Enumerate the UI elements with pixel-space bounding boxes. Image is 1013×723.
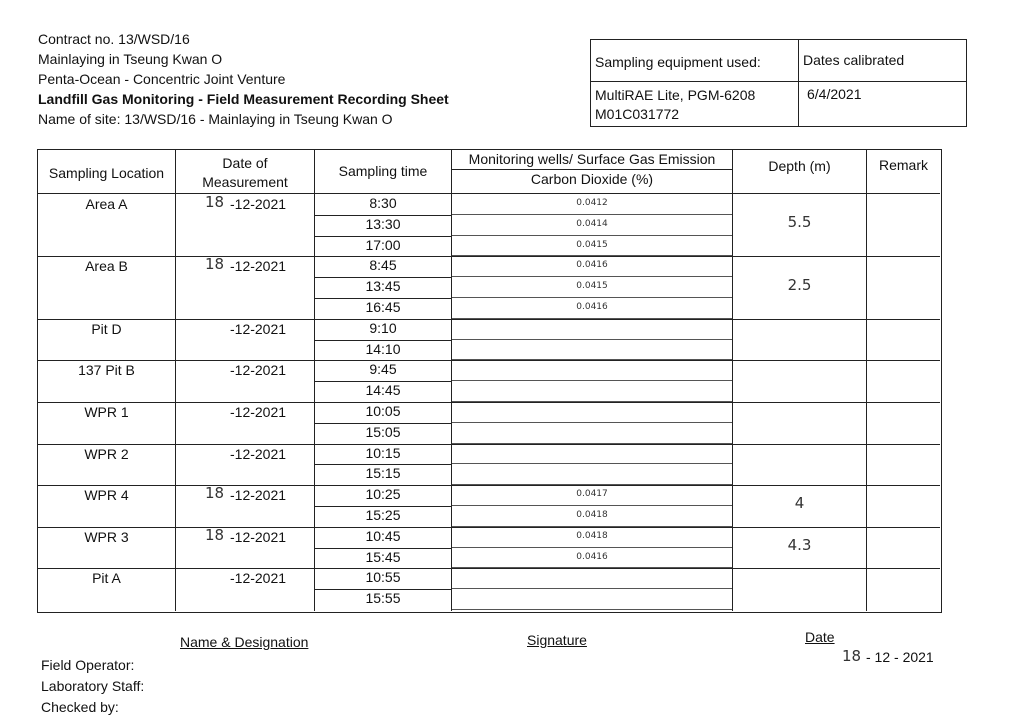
co2-reading: 0.0418 (576, 510, 608, 520)
footer-date-value: - 12 - 2021 (866, 649, 934, 665)
document-header (38, 29, 449, 129)
date-of-measurement: -12-2021 (230, 362, 287, 379)
date-of-measurement: -12-2021 (230, 196, 287, 212)
sampling-time: 10:05 (365, 403, 401, 419)
calibrated-date: 6/4/2021 (807, 86, 862, 102)
sampling-location: Area A (85, 196, 128, 212)
sampling-location: WPR 4 (84, 487, 129, 504)
header-co2-line1: Monitoring wells/ Surface Gas Emission (468, 151, 716, 167)
depth-value: 4.3 (787, 535, 812, 554)
sampling-location: Area B (85, 258, 128, 275)
co2-reading: 0.0412 (576, 198, 608, 208)
calibrated-label: Dates calibrated (803, 52, 905, 68)
measurement-table (37, 149, 942, 613)
footer-date-day: 18 (842, 647, 862, 665)
date-day-handwritten: 18 (205, 525, 225, 544)
sampling-location: Pit A (92, 570, 121, 587)
header-date-line1: Date of (222, 155, 268, 171)
sampling-time: 10:55 (365, 569, 401, 586)
depth-value: 2.5 (787, 275, 812, 294)
contract-number: Contract no. 13/WSD/16 (38, 31, 190, 47)
sampling-time: 15:25 (365, 507, 401, 523)
sampling-time: 15:05 (365, 423, 401, 440)
signature-label: Signature (527, 632, 587, 648)
co2-reading: 0.0415 (576, 239, 608, 250)
date-of-measurement: -12-2021 (230, 487, 287, 504)
co2-reading: 0.0414 (576, 218, 608, 229)
header-co2-line2: Carbon Dioxide (%) (530, 171, 654, 187)
date-of-measurement: -12-2021 (230, 570, 287, 587)
sampling-time: 8:30 (369, 195, 397, 211)
date-label: Date (805, 629, 835, 645)
sampling-time: 9:45 (369, 361, 397, 378)
header-sampling-location: Sampling Location (48, 165, 165, 181)
name-designation-label: Name & Designation (180, 634, 309, 650)
sampling-time: 15:15 (365, 465, 401, 482)
date-of-measurement: -12-2021 (230, 404, 287, 420)
sampling-location: 137 Pit B (78, 362, 135, 379)
checked-by-label: Checked by: (41, 699, 119, 715)
co2-reading: 0.0417 (576, 489, 608, 500)
sampling-time: 14:45 (365, 382, 401, 399)
equipment-serial: M01C031772 (595, 106, 680, 122)
date-day-handwritten: 18 (205, 193, 225, 211)
date-of-measurement: -12-2021 (230, 320, 287, 337)
co2-reading: 0.0418 (576, 530, 608, 541)
sampling-location: WPR 2 (84, 445, 129, 462)
sampling-time: 13:45 (365, 278, 401, 295)
date-day-handwritten: 18 (205, 484, 225, 503)
header-depth: Depth (m) (768, 158, 831, 174)
header-sampling-time: Sampling time (338, 163, 428, 179)
sampling-time: 10:15 (365, 444, 401, 461)
sampling-location: WPR 3 (84, 528, 129, 545)
sampling-time: 8:45 (369, 257, 397, 274)
sampling-time: 17:00 (365, 236, 401, 253)
co2-reading: 0.0416 (576, 260, 608, 271)
sampling-time: 9:10 (369, 319, 397, 336)
contractor-name: Penta-Ocean - Concentric Joint Venture (38, 71, 286, 87)
sampling-location: WPR 1 (84, 404, 129, 420)
laboratory-staff-label: Laboratory Staff: (41, 678, 145, 694)
sampling-time: 16:45 (365, 299, 401, 315)
co2-reading: 0.0415 (576, 281, 608, 292)
project-name: Mainlaying in Tseung Kwan O (38, 51, 223, 67)
sampling-time: 15:55 (365, 590, 401, 607)
sampling-time: 15:45 (365, 548, 401, 565)
sampling-time: 14:10 (365, 340, 401, 357)
equipment-value: MultiRAE Lite, PGM-6208 (595, 87, 756, 103)
co2-reading: 0.0416 (576, 551, 608, 562)
header-remark: Remark (878, 157, 928, 173)
date-of-measurement: -12-2021 (230, 528, 287, 545)
sampling-time: 13:30 (365, 215, 401, 232)
co2-reading: 0.0416 (576, 302, 608, 312)
sheet-title: Landfill Gas Monitoring - Field Measurement Recording Sheet (38, 91, 449, 107)
equipment-box (590, 39, 967, 127)
equipment-label: Sampling equipment used: (595, 54, 761, 70)
sampling-location: Pit D (91, 320, 122, 337)
site-name: Name of site: 13/WSD/16 - Mainlaying in Tseung Kwan O (38, 111, 393, 127)
date-of-measurement: -12-2021 (230, 258, 287, 275)
header-date-line2: Measurement (202, 174, 288, 190)
header-date (176, 154, 314, 192)
sampling-time: 10:25 (365, 486, 401, 503)
date-day-handwritten: 18 (205, 255, 225, 274)
depth-value: 4 (794, 494, 805, 512)
depth-value: 5.5 (787, 213, 812, 232)
date-of-measurement: -12-2021 (230, 445, 287, 462)
sampling-time: 10:45 (365, 527, 401, 544)
field-operator-label: Field Operator: (41, 657, 135, 673)
